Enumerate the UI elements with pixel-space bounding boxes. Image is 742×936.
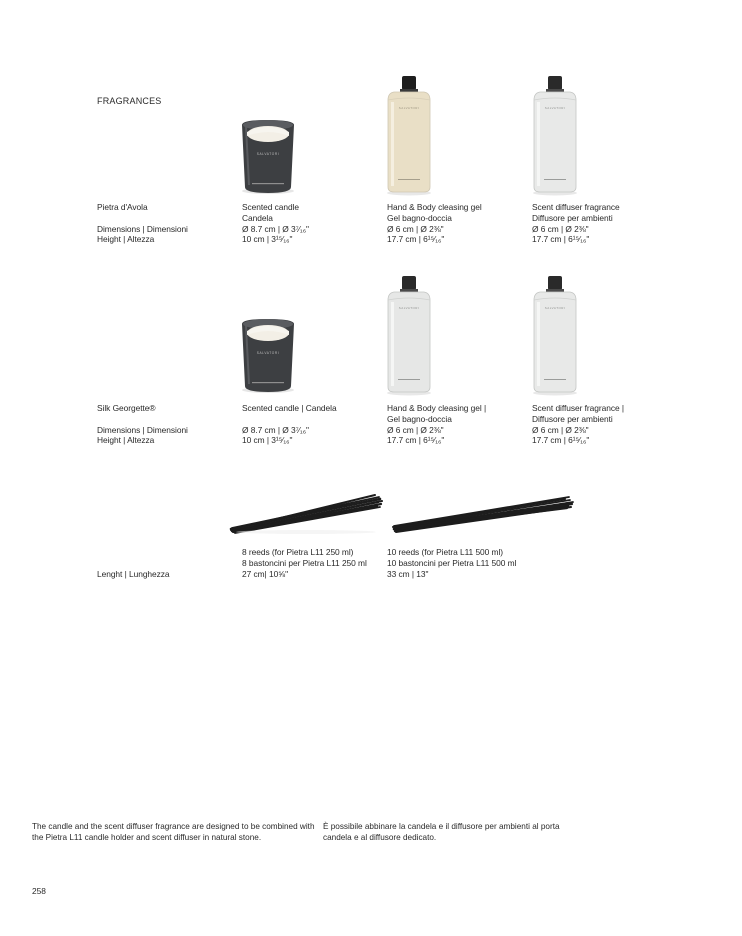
diffuser-reeds-long-image: [390, 493, 576, 535]
candle-brand-mark: SALVATORI: [256, 351, 280, 355]
product-height: 17.7 cm | 6¹⁵⁄₁₆": [532, 234, 590, 245]
scent-diffuser-bottle-image: [532, 76, 578, 196]
product-height: 10 cm | 3¹⁵⁄₁₆": [242, 234, 293, 245]
product-dimensions: Ø 6 cm | Ø 2⅜": [532, 223, 589, 234]
product-name-it: Diffusore per ambienti: [532, 413, 613, 424]
product-height: 10 cm | 3¹⁵⁄₁₆": [242, 435, 293, 446]
footnote-en: The candle and the scent diffuser fragrance are designed to be combined with the Pietra L11 candle holder and scent diffuser in natural stone.: [32, 822, 315, 842]
footnote-it: È possibile abbinare la candela e il diffusore per ambienti al porta candela e al diffusore dedicato.: [323, 822, 560, 842]
product-spec: [387, 403, 486, 446]
product-height: 17.7 cm | 6¹⁵⁄₁₆": [532, 435, 590, 446]
product-name-it: Gel bagno-doccia: [387, 413, 452, 424]
product-spec: [387, 202, 482, 245]
length-label: Lenght | Lunghezza: [97, 568, 170, 579]
product-dimensions: Ø 6 cm | Ø 2⅜": [387, 424, 444, 435]
reeds-spec: [242, 547, 367, 579]
product-name: Scent diffuser fragrance |: [532, 403, 624, 413]
cleansing-gel-bottle-image: [386, 276, 432, 396]
height-label: Height | Altezza: [97, 234, 155, 245]
product-name: Scented candle | Candela: [242, 403, 337, 413]
product-height: 17.7 cm | 6¹⁵⁄₁₆": [387, 234, 445, 245]
candle-brand-mark: SALVATORI: [256, 152, 280, 156]
product-height: 17.7 cm | 6¹⁵⁄₁₆": [387, 435, 445, 446]
gel-brand-mark: SALVATORI: [398, 306, 420, 310]
product-spec: [242, 403, 337, 446]
row2-labels: [97, 403, 188, 446]
cleansing-gel-bottle-image: [386, 76, 432, 196]
product-spec: [532, 202, 620, 245]
product-dimensions: Ø 8.7 cm | Ø 3⁷⁄₁₆": [242, 424, 309, 435]
product-name: Hand & Body cleasing gel: [387, 202, 482, 212]
height-label: Height | Altezza: [97, 435, 155, 446]
product-name-it: Gel bagno-doccia: [387, 212, 452, 223]
diffuser-reeds-short-image: [228, 490, 384, 536]
scented-candle-image: [238, 117, 298, 195]
reeds-name: 10 reeds (for Pietra L11 500 ml): [387, 547, 504, 557]
product-name-it: [242, 414, 337, 425]
product-dimensions: Ø 6 cm | Ø 2⅜": [387, 223, 444, 234]
product-dimensions: Ø 6 cm | Ø 2⅜": [532, 424, 589, 435]
diffuser-brand-mark: SALVATORI: [544, 106, 566, 110]
product-spec: [532, 403, 624, 446]
reeds-name-it: 10 bastoncini per Pietra L11 500 ml: [387, 557, 517, 568]
reeds-spec: [387, 547, 516, 579]
reeds-length: 33 cm | 13": [387, 568, 429, 579]
scent-diffuser-bottle-image: [532, 276, 578, 396]
page-number: 258: [32, 886, 46, 896]
scented-candle-image: [238, 316, 298, 394]
reeds-length: 27 cm| 10⅝": [242, 568, 289, 579]
dimensions-label: Dimensions | Dimensioni: [97, 424, 188, 435]
product-name: Hand & Body cleasing gel |: [387, 403, 487, 413]
product-name: Scent diffuser fragrance: [532, 202, 620, 212]
row1-labels: [97, 202, 188, 245]
dimensions-label: Dimensions | Dimensioni: [97, 223, 188, 234]
gel-brand-mark: SALVATORI: [398, 106, 420, 110]
fragrance-name: Pietra d'Avola: [97, 202, 148, 212]
section-title: FRAGRANCES: [97, 96, 162, 106]
product-name-it: Candela: [242, 212, 273, 223]
product-name-it: Diffusore per ambienti: [532, 212, 613, 223]
reeds-name: 8 reeds (for Pietra L11 250 ml): [242, 547, 354, 557]
fragrance-name: Silk Georgette®: [97, 403, 156, 413]
product-spec: [242, 202, 309, 245]
diffuser-brand-mark: SALVATORI: [544, 306, 566, 310]
product-dimensions: Ø 8.7 cm | Ø 3⁷⁄₁₆": [242, 223, 309, 234]
product-name: Scented candle: [242, 202, 300, 212]
reeds-name-it: 8 bastoncini per Pietra L11 250 ml: [242, 557, 367, 568]
